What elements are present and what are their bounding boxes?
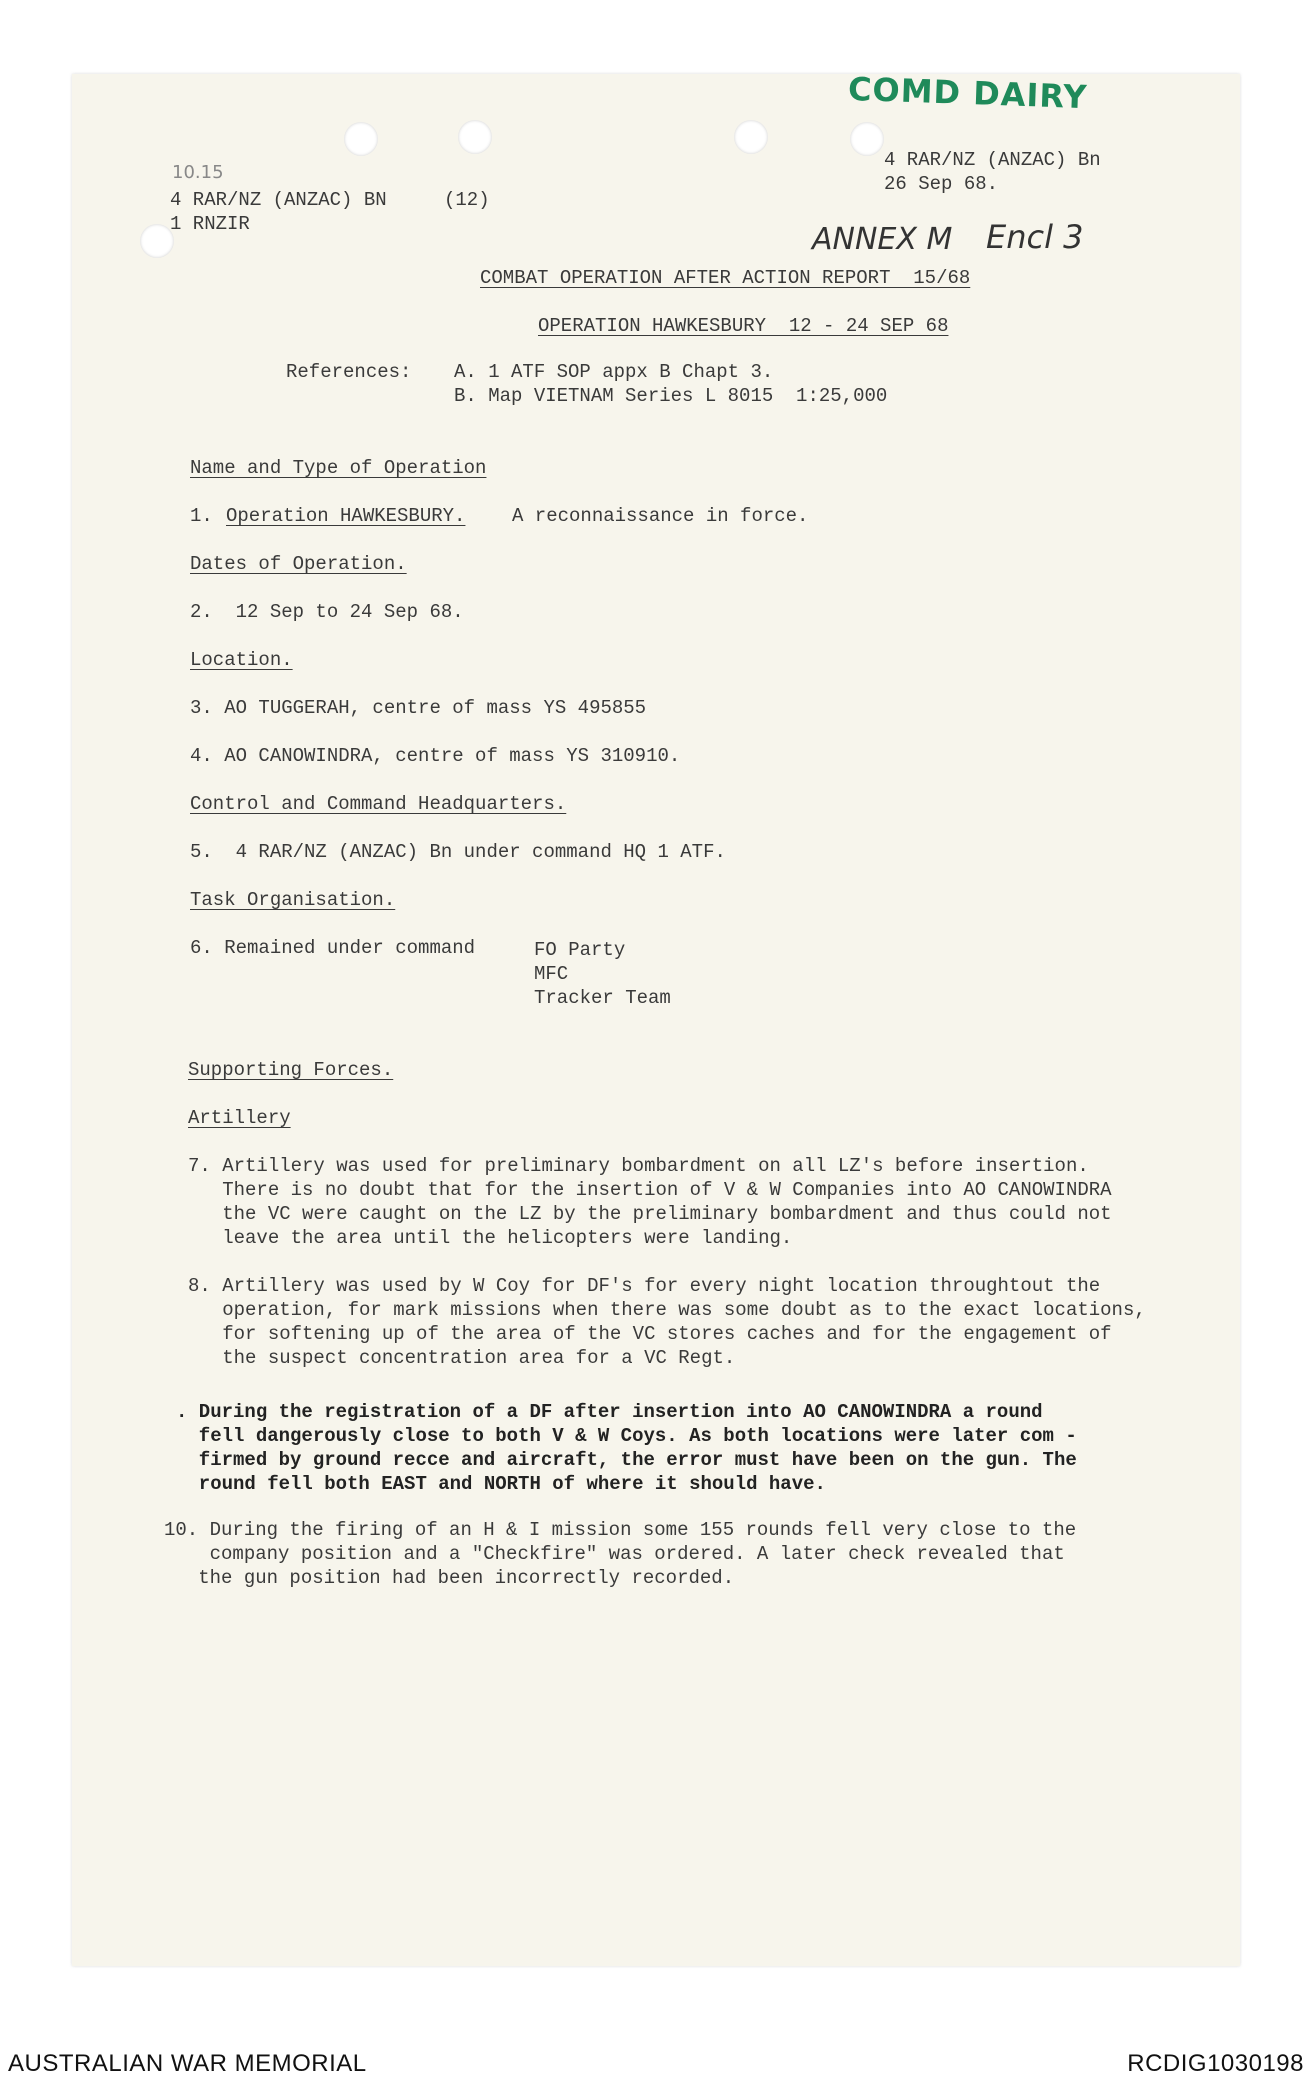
- document-page: [72, 69, 1240, 1966]
- heading-dates: Dates of Operation.: [190, 553, 407, 575]
- para-10: 10. During the firing of an H & I mission some 155 rounds fell very close to the company position and a "Checkfire" was ordered. A later check revealed that the gun position had been incorrectly recorded.: [164, 1519, 1077, 1589]
- para-1-text: A reconnaissance in force.: [512, 505, 809, 527]
- para-4: 4. AO CANOWINDRA, centre of mass YS 310910.: [190, 745, 681, 767]
- punch-hole: [458, 120, 492, 154]
- para-9: . During the registration of a DF after insertion into AO CANOWINDRA a round fell dangerously close to both V & W Coys. As both locations were later com - firmed by ground recce and aircraft, the error must have been on the gun. The round fell both EAST and NORTH of where it should have.: [176, 1401, 1077, 1495]
- handwritten-annex: ANNEX M: [812, 222, 953, 257]
- punch-hole: [734, 120, 768, 154]
- unit-fo-party: FO Party: [534, 939, 626, 961]
- heading-control: Control and Command Headquarters.: [190, 793, 567, 815]
- para-7: 7. Artillery was used for preliminary bombardment on all LZ's before insertion. There is no doubt that for the insertion of V & W Companies into AO CANOWINDRA the VC were caught on the LZ by the preliminary bombardment and thus could not leave the area until the helicopters were landing.: [188, 1155, 1112, 1249]
- unit-mfc: MFC: [534, 963, 569, 985]
- header-left-unit2: 1 RNZIR: [170, 213, 250, 235]
- reference-a: A. 1 ATF SOP appx B Chapt 3.: [454, 361, 774, 383]
- reference-b: B. Map VIETNAM Series L 8015 1:25,000: [454, 385, 888, 407]
- document-subtitle: OPERATION HAWKESBURY 12 - 24 SEP 68: [538, 315, 949, 337]
- punch-hole: [344, 122, 378, 156]
- heading-supporting-forces: Supporting Forces.: [188, 1059, 394, 1081]
- para-2: 2. 12 Sep to 24 Sep 68.: [190, 601, 464, 623]
- header-right-unit: 4 RAR/NZ (ANZAC) Bn: [884, 149, 1101, 171]
- document-title: COMBAT OPERATION AFTER ACTION REPORT 15/68: [480, 267, 971, 289]
- pencil-reference: 10.15: [172, 162, 224, 183]
- punch-hole: [140, 224, 174, 258]
- para-8: 8. Artillery was used by W Coy for DF's for every night location throughtout the operation, for mark missions when there was some doubt as to the exact locations, for softening up of the area of the VC stores caches and for the engagement of the suspect concentration area for a VC Regt.: [188, 1275, 1146, 1369]
- references-label: References:: [286, 361, 412, 383]
- punch-hole: [850, 122, 884, 156]
- heading-location: Location.: [190, 649, 293, 671]
- heading-task-org: Task Organisation.: [190, 889, 396, 911]
- heading-artillery: Artillery: [188, 1107, 291, 1129]
- header-left-unit: 4 RAR/NZ (ANZAC) BN: [170, 189, 387, 211]
- heading-name-type: Name and Type of Operation: [190, 457, 487, 479]
- para-1-operation: Operation HAWKESBURY.: [226, 505, 466, 527]
- handwritten-comd-dairy: COMD DAIRY: [847, 69, 1089, 117]
- footer-id: RCDIG1030198: [1127, 2050, 1304, 2077]
- para-6: 6. Remained under command: [190, 937, 476, 959]
- footer-source: AUSTRALIAN WAR MEMORIAL: [8, 2050, 367, 2077]
- header-right-date: 26 Sep 68.: [884, 173, 999, 195]
- para-5: 5. 4 RAR/NZ (ANZAC) Bn under command HQ 1 ATF.: [190, 841, 726, 863]
- page-number: (12): [444, 189, 490, 211]
- handwritten-encl: Encl 3: [986, 218, 1084, 256]
- unit-tracker-team: Tracker Team: [534, 987, 671, 1009]
- para-3: 3. AO TUGGERAH, centre of mass YS 495855: [190, 697, 647, 719]
- para-1-number: 1.: [190, 505, 213, 527]
